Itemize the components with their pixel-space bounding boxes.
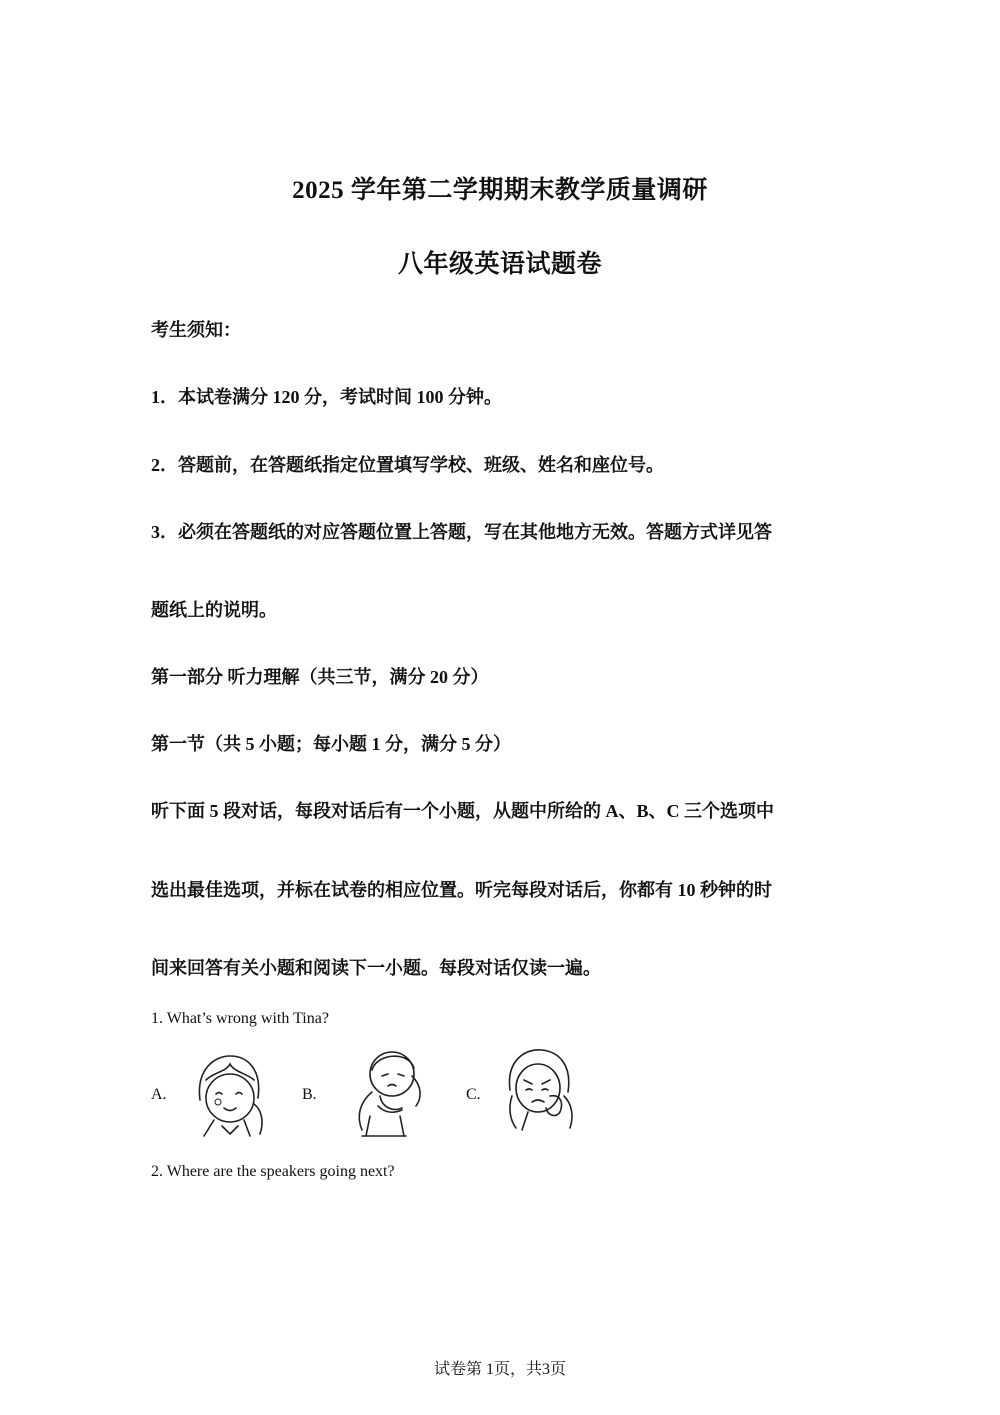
instructions-line-3: 间来回答有关小题和阅读下一小题。每段对话仅读一遍。 [151,958,601,978]
page-footer: 试卷第 1页，共3页 [433,1361,566,1378]
option-b-label[interactable]: B. [302,1086,317,1103]
girl-stomachache-icon [342,1046,428,1145]
girl-toothache-icon [500,1046,580,1137]
section1-heading: 第一节（共 5 小题；每小题 1 分，满分 5 分） [151,734,511,754]
question-1-text: 1. What’s wrong with Tina? [151,1010,329,1027]
notice-heading: 考生须知： [151,320,241,340]
notice-item-2: 2．答题前，在答题纸指定位置填写学校、班级、姓名和座位号。 [151,455,664,475]
instructions-line-1: 听下面 5 段对话，每段对话后有一个小题，从题中所给的 A、B、C 三个选项中 [151,801,775,821]
girl-smiling-icon [190,1050,270,1145]
exam-title: 2025 学年第二学期期末教学质量调研 [292,177,708,204]
part1-heading: 第一部分 听力理解（共三节，满分 20 分） [151,667,489,687]
notice-item-3-line-1: 3．必须在答题纸的对应答题位置上答题，写在其他地方无效。答题方式详见答 [151,522,772,542]
instructions-line-2: 选出最佳选项，并标在试卷的相应位置。听完每段对话后，你都有 10 秒钟的时 [151,880,772,900]
option-a-label[interactable]: A. [151,1086,167,1103]
option-c-label[interactable]: C. [466,1086,481,1103]
notice-item-3-line-2: 题纸上的说明。 [151,600,277,620]
notice-item-1: 1．本试卷满分 120 分，考试时间 100 分钟。 [151,387,502,407]
question-2-text: 2. Where are the speakers going next? [151,1163,395,1180]
exam-subtitle: 八年级英语试题卷 [397,251,602,278]
